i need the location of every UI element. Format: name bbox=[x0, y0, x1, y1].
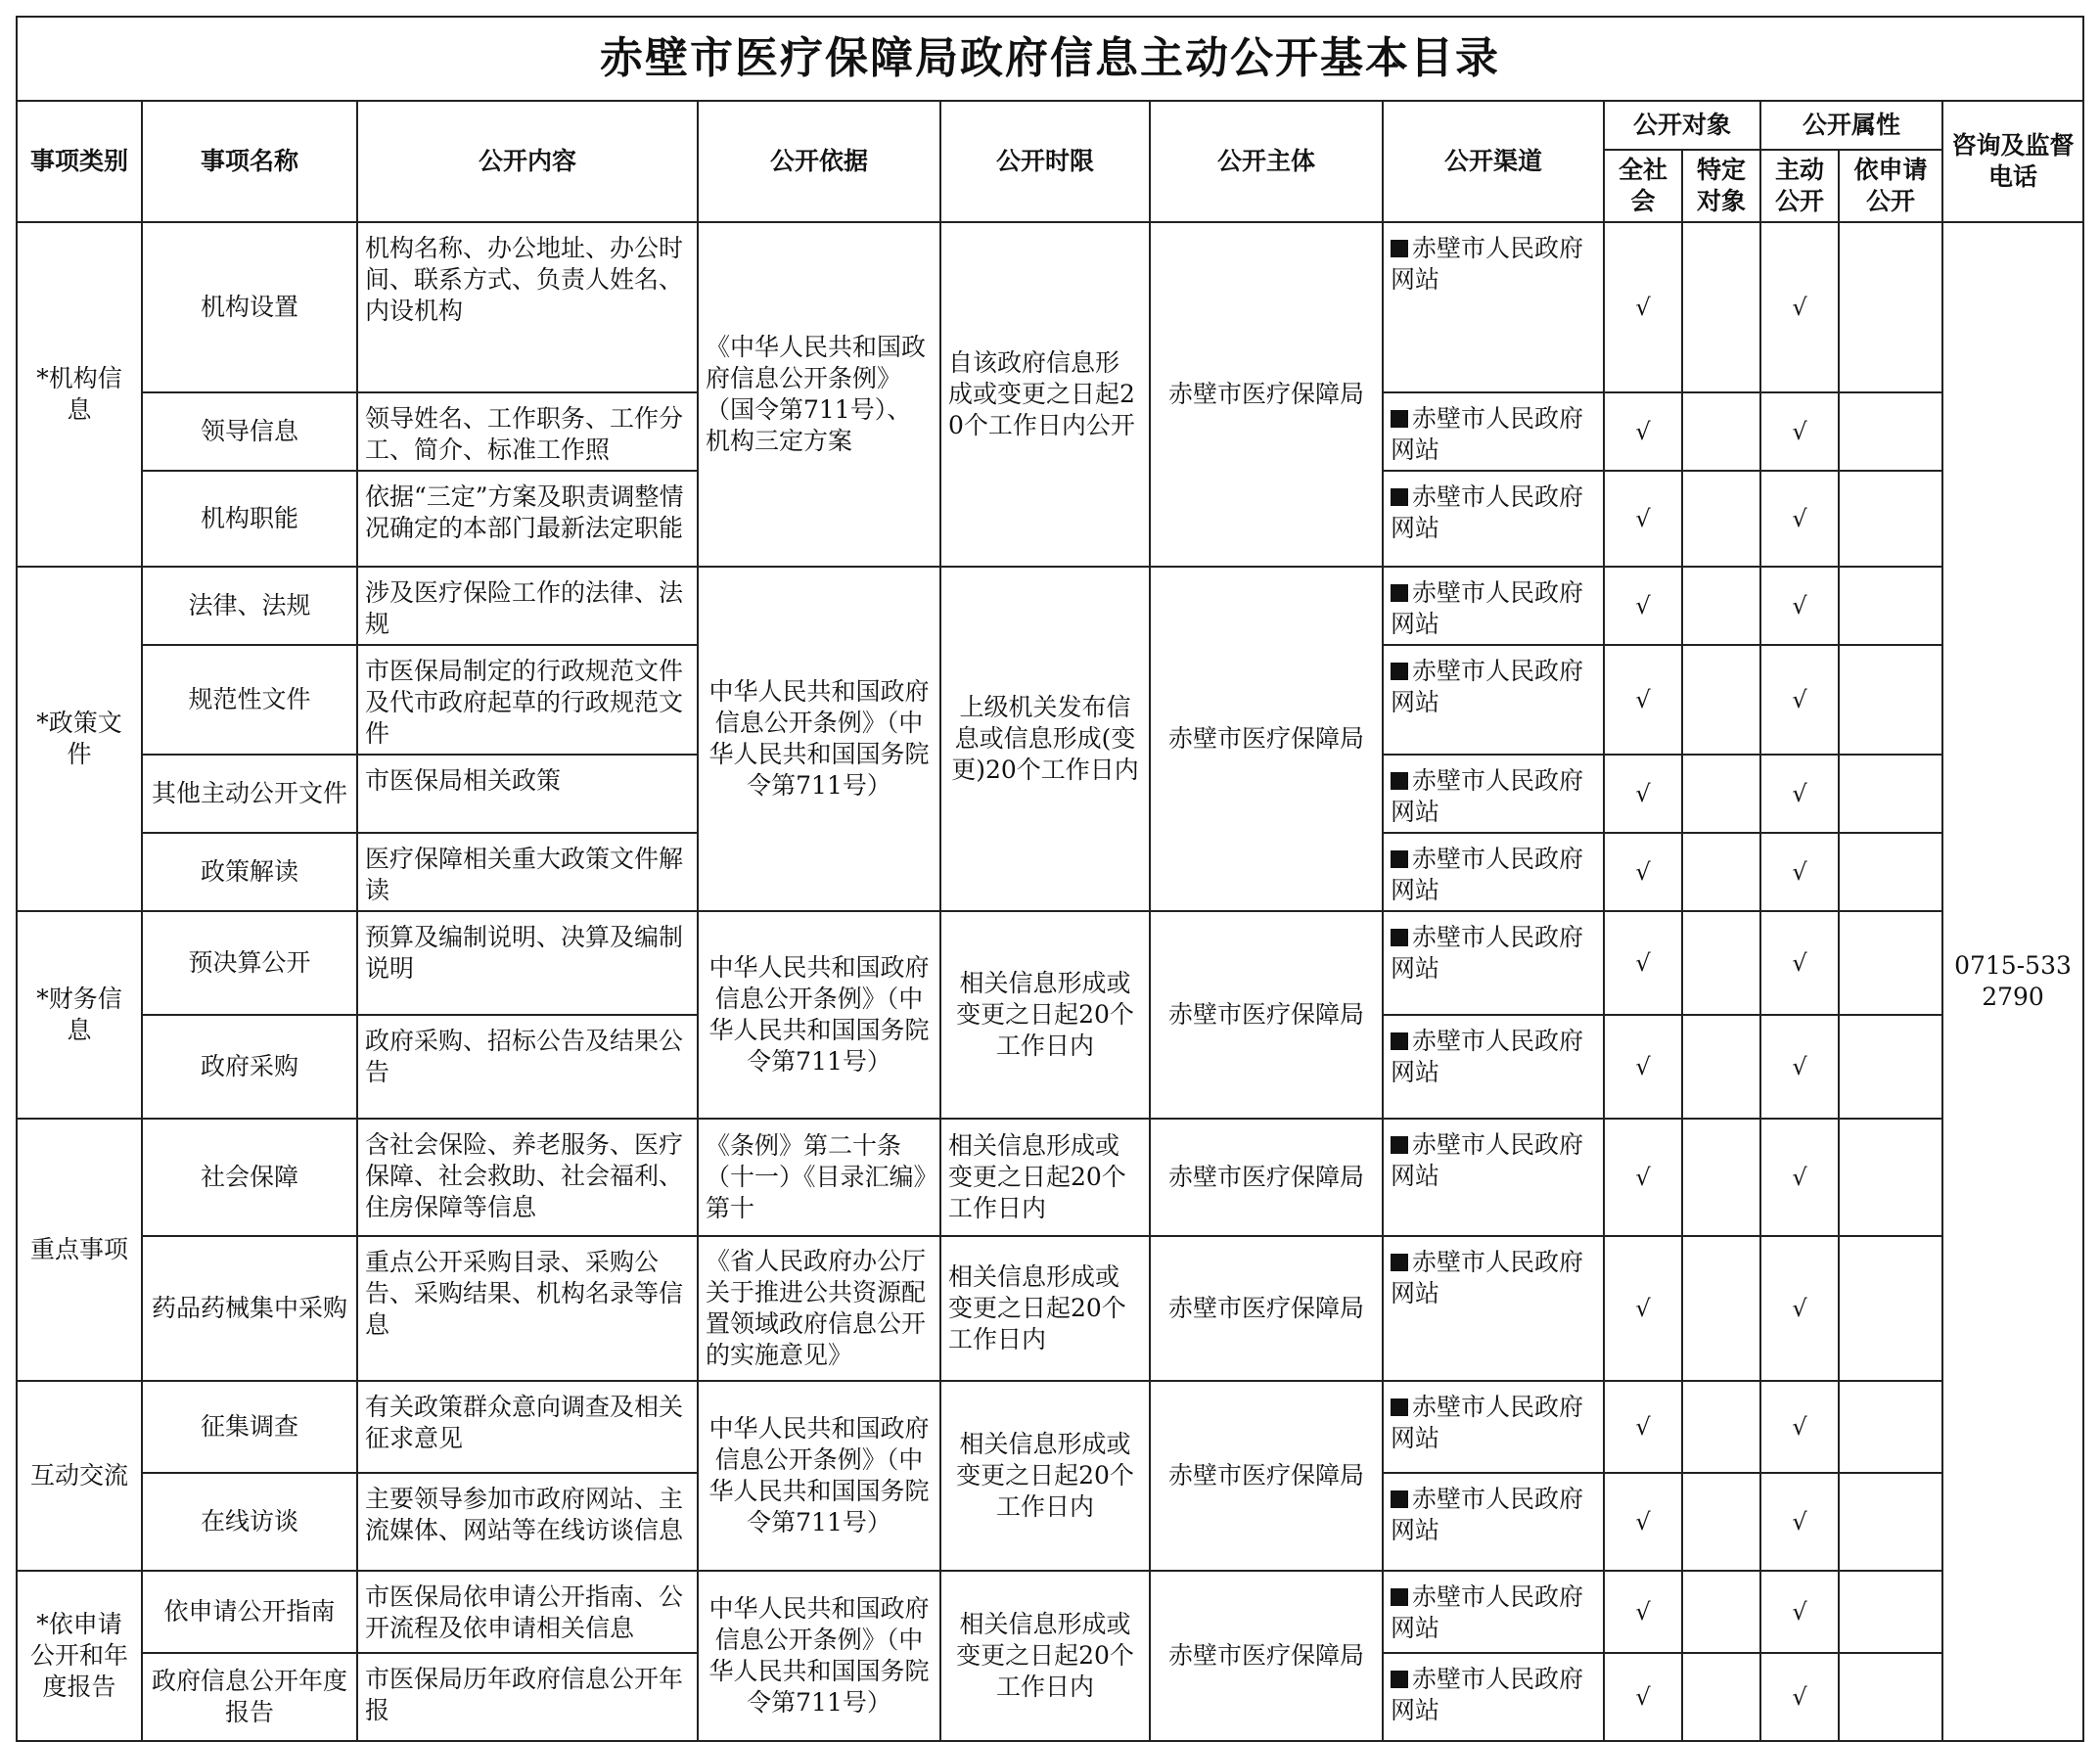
content-cell: 机构名称、办公地址、办公时间、联系方式、负责人姓名、内设机构 bbox=[357, 222, 698, 392]
check-mark-icon: √ bbox=[1760, 911, 1839, 1015]
time-limit-cell: 相关信息形成或变更之日起20个工作日内 bbox=[940, 1381, 1150, 1571]
empty-cell bbox=[1682, 392, 1760, 471]
document-title: 赤壁市医疗保障局政府信息主动公开基本目录 bbox=[17, 17, 2083, 101]
subject-cell: 赤壁市医疗保障局 bbox=[1150, 1571, 1383, 1741]
channel-cell bbox=[1383, 1473, 1604, 1571]
black-square-icon bbox=[1391, 1032, 1408, 1050]
check-mark-icon: √ bbox=[1604, 1381, 1682, 1473]
header-target-group: 公开对象 bbox=[1604, 101, 1760, 150]
black-square-icon bbox=[1391, 1490, 1408, 1508]
time-limit-cell: 相关信息形成或变更之日起20个工作日内 bbox=[940, 1119, 1150, 1236]
time-limit-cell: 相关信息形成或变更之日起20个工作日内 bbox=[940, 1236, 1150, 1381]
channel-text: 赤壁市人民政府网站 bbox=[1391, 923, 1584, 983]
subject-cell: 赤壁市医疗保障局 bbox=[1150, 1119, 1383, 1236]
channel-cell bbox=[1383, 833, 1604, 911]
content-cell: 市医保局相关政策 bbox=[357, 755, 698, 833]
check-mark-icon: √ bbox=[1604, 222, 1682, 392]
channel-text: 赤壁市人民政府网站 bbox=[1391, 404, 1584, 464]
empty-cell bbox=[1839, 1381, 1942, 1473]
black-square-icon bbox=[1391, 1588, 1408, 1606]
empty-cell bbox=[1682, 833, 1760, 911]
header-name: 事项名称 bbox=[142, 101, 357, 222]
item-name-cell: 规范性文件 bbox=[142, 645, 357, 755]
check-mark-icon: √ bbox=[1604, 471, 1682, 567]
check-mark-icon: √ bbox=[1760, 1381, 1839, 1473]
time-limit-cell: 自该政府信息形成或变更之日起20个工作日内公开 bbox=[940, 222, 1150, 567]
basis-cell: 中华人民共和国政府信息公开条例》（中华人民共和国国务院令第711号） bbox=[698, 1381, 940, 1571]
black-square-icon bbox=[1391, 663, 1408, 680]
basis-cell: 中华人民共和国政府信息公开条例》（中华人民共和国国务院令第711号） bbox=[698, 1571, 940, 1741]
header-attr-active: 主动公开 bbox=[1760, 150, 1839, 222]
empty-cell bbox=[1839, 1236, 1942, 1381]
empty-cell bbox=[1839, 1119, 1942, 1236]
content-cell: 市医保局依申请公开指南、公开流程及依申请相关信息 bbox=[357, 1571, 698, 1653]
channel-cell bbox=[1383, 1119, 1604, 1236]
time-limit-cell: 相关信息形成或变更之日起20个工作日内 bbox=[940, 911, 1150, 1119]
subject-cell: 赤壁市医疗保障局 bbox=[1150, 911, 1383, 1119]
empty-cell bbox=[1682, 1381, 1760, 1473]
check-mark-icon: √ bbox=[1604, 755, 1682, 833]
category-cell: *依申请公开和年度报告 bbox=[17, 1571, 142, 1741]
table-row bbox=[17, 1236, 2083, 1381]
empty-cell bbox=[1839, 1473, 1942, 1571]
table-row bbox=[17, 911, 2083, 1015]
item-name-cell: 在线访谈 bbox=[142, 1473, 357, 1571]
channel-text: 赤壁市人民政府网站 bbox=[1391, 1393, 1584, 1452]
category-cell: 互动交流 bbox=[17, 1381, 142, 1571]
item-name-cell: 政府信息公开年度报告 bbox=[142, 1653, 357, 1741]
check-mark-icon: √ bbox=[1760, 1653, 1839, 1741]
black-square-icon bbox=[1391, 1398, 1408, 1416]
content-cell: 含社会保险、养老服务、医疗保障、社会救助、社会福利、住房保障等信息 bbox=[357, 1119, 698, 1236]
empty-cell bbox=[1682, 471, 1760, 567]
empty-cell bbox=[1839, 392, 1942, 471]
empty-cell bbox=[1839, 833, 1942, 911]
check-mark-icon: √ bbox=[1760, 1119, 1839, 1236]
empty-cell bbox=[1682, 755, 1760, 833]
content-cell: 市医保局历年政府信息公开年报 bbox=[357, 1653, 698, 1741]
black-square-icon bbox=[1391, 240, 1408, 257]
channel-cell bbox=[1383, 471, 1604, 567]
table-row bbox=[17, 1571, 2083, 1653]
check-mark-icon: √ bbox=[1760, 392, 1839, 471]
content-cell: 医疗保障相关重大政策文件解读 bbox=[357, 833, 698, 911]
header-target-specific: 特定对象 bbox=[1682, 150, 1760, 222]
header-attr-apply: 依申请公开 bbox=[1839, 150, 1942, 222]
basis-cell: 《中华人民共和国政府信息公开条例》（国令第711号）、机构三定方案 bbox=[698, 222, 940, 567]
channel-text: 赤壁市人民政府网站 bbox=[1391, 1485, 1584, 1544]
empty-cell bbox=[1839, 645, 1942, 755]
table-row bbox=[17, 1381, 2083, 1473]
category-cell: *财务信息 bbox=[17, 911, 142, 1119]
content-cell: 依据“三定”方案及职责调整情况确定的本部门最新法定职能 bbox=[357, 471, 698, 567]
document-page bbox=[16, 16, 2082, 1742]
empty-cell bbox=[1839, 1571, 1942, 1653]
channel-cell bbox=[1383, 911, 1604, 1015]
category-cell: *政策文件 bbox=[17, 567, 142, 911]
channel-text: 赤壁市人民政府网站 bbox=[1391, 766, 1584, 826]
check-mark-icon: √ bbox=[1604, 833, 1682, 911]
empty-cell bbox=[1682, 1119, 1760, 1236]
content-cell: 有关政策群众意向调查及相关征求意见 bbox=[357, 1381, 698, 1473]
check-mark-icon: √ bbox=[1604, 1236, 1682, 1381]
channel-text: 赤壁市人民政府网站 bbox=[1391, 1130, 1584, 1190]
header-content: 公开内容 bbox=[357, 101, 698, 222]
check-mark-icon: √ bbox=[1760, 755, 1839, 833]
channel-cell bbox=[1383, 222, 1604, 392]
header-basis: 公开依据 bbox=[698, 101, 940, 222]
check-mark-icon: √ bbox=[1604, 1653, 1682, 1741]
black-square-icon bbox=[1391, 1254, 1408, 1271]
content-cell: 主要领导参加市政府网站、主流媒体、网站等在线访谈信息 bbox=[357, 1473, 698, 1571]
black-square-icon bbox=[1391, 929, 1408, 946]
channel-cell bbox=[1383, 1015, 1604, 1119]
check-mark-icon: √ bbox=[1760, 833, 1839, 911]
check-mark-icon: √ bbox=[1604, 1473, 1682, 1571]
item-name-cell: 政府采购 bbox=[142, 1015, 357, 1119]
black-square-icon bbox=[1391, 584, 1408, 602]
channel-cell bbox=[1383, 755, 1604, 833]
check-mark-icon: √ bbox=[1760, 645, 1839, 755]
item-name-cell: 领导信息 bbox=[142, 392, 357, 471]
header-category: 事项类别 bbox=[17, 101, 142, 222]
empty-cell bbox=[1839, 471, 1942, 567]
basis-cell: 《条例》第二十条（十一）《目录汇编》第十 bbox=[698, 1119, 940, 1236]
header-channel: 公开渠道 bbox=[1383, 101, 1604, 222]
content-cell: 预算及编制说明、决算及编制说明 bbox=[357, 911, 698, 1015]
black-square-icon bbox=[1391, 1136, 1408, 1154]
check-mark-icon: √ bbox=[1760, 1236, 1839, 1381]
subject-cell: 赤壁市医疗保障局 bbox=[1150, 567, 1383, 911]
check-mark-icon: √ bbox=[1760, 1473, 1839, 1571]
black-square-icon bbox=[1391, 1671, 1408, 1688]
content-cell: 市医保局制定的行政规范文件及代市政府起草的行政规范文件 bbox=[357, 645, 698, 755]
item-name-cell: 其他主动公开文件 bbox=[142, 755, 357, 833]
check-mark-icon: √ bbox=[1760, 1571, 1839, 1653]
empty-cell bbox=[1839, 222, 1942, 392]
empty-cell bbox=[1839, 755, 1942, 833]
empty-cell bbox=[1682, 911, 1760, 1015]
channel-text: 赤壁市人民政府网站 bbox=[1391, 845, 1584, 904]
channel-cell bbox=[1383, 392, 1604, 471]
item-name-cell: 机构设置 bbox=[142, 222, 357, 392]
content-cell: 重点公开采购目录、采购公告、采购结果、机构名录等信息 bbox=[357, 1236, 698, 1381]
check-mark-icon: √ bbox=[1604, 1119, 1682, 1236]
catalog-table bbox=[16, 16, 2084, 1742]
empty-cell bbox=[1682, 567, 1760, 645]
channel-cell bbox=[1383, 1571, 1604, 1653]
basis-cell: 中华人民共和国政府信息公开条例》（中华人民共和国国务院令第711号） bbox=[698, 567, 940, 911]
header-attr-group: 公开属性 bbox=[1760, 101, 1942, 150]
channel-text: 赤壁市人民政府网站 bbox=[1391, 234, 1584, 294]
table-row bbox=[17, 1119, 2083, 1236]
phone-cell: 0715-5332790 bbox=[1942, 222, 2083, 1741]
check-mark-icon: √ bbox=[1760, 1015, 1839, 1119]
check-mark-icon: √ bbox=[1760, 567, 1839, 645]
table-row bbox=[17, 567, 2083, 645]
item-name-cell: 社会保障 bbox=[142, 1119, 357, 1236]
basis-cell: 《省人民政府办公厅关于推进公共资源配置领域政府信息公开的实施意见》 bbox=[698, 1236, 940, 1381]
content-cell: 涉及医疗保险工作的法律、法规 bbox=[357, 567, 698, 645]
empty-cell bbox=[1682, 1571, 1760, 1653]
header-phone: 咨询及监督电话 bbox=[1942, 101, 2083, 222]
time-limit-cell: 相关信息形成或变更之日起20个工作日内 bbox=[940, 1571, 1150, 1741]
item-name-cell: 机构职能 bbox=[142, 471, 357, 567]
empty-cell bbox=[1682, 645, 1760, 755]
channel-text: 赤壁市人民政府网站 bbox=[1391, 657, 1584, 716]
check-mark-icon: √ bbox=[1604, 911, 1682, 1015]
header-target-all: 全社会 bbox=[1604, 150, 1682, 222]
channel-cell bbox=[1383, 567, 1604, 645]
item-name-cell: 法律、法规 bbox=[142, 567, 357, 645]
time-limit-cell: 上级机关发布信息或信息形成(变更)20个工作日内 bbox=[940, 567, 1150, 911]
item-name-cell: 依申请公开指南 bbox=[142, 1571, 357, 1653]
check-mark-icon: √ bbox=[1604, 645, 1682, 755]
empty-cell bbox=[1682, 1473, 1760, 1571]
item-name-cell: 预决算公开 bbox=[142, 911, 357, 1015]
channel-cell bbox=[1383, 645, 1604, 755]
header-subject: 公开主体 bbox=[1150, 101, 1383, 222]
empty-cell bbox=[1682, 222, 1760, 392]
basis-cell: 中华人民共和国政府信息公开条例》（中华人民共和国国务院令第711号） bbox=[698, 911, 940, 1119]
channel-cell bbox=[1383, 1653, 1604, 1741]
category-cell: 重点事项 bbox=[17, 1119, 142, 1381]
check-mark-icon: √ bbox=[1604, 1015, 1682, 1119]
empty-cell bbox=[1839, 567, 1942, 645]
item-name-cell: 征集调查 bbox=[142, 1381, 357, 1473]
empty-cell bbox=[1839, 911, 1942, 1015]
category-cell: *机构信息 bbox=[17, 222, 142, 567]
black-square-icon bbox=[1391, 410, 1408, 428]
channel-text: 赤壁市人民政府网站 bbox=[1391, 1665, 1584, 1724]
empty-cell bbox=[1682, 1015, 1760, 1119]
channel-text: 赤壁市人民政府网站 bbox=[1391, 1248, 1584, 1307]
black-square-icon bbox=[1391, 772, 1408, 790]
channel-cell bbox=[1383, 1236, 1604, 1381]
black-square-icon bbox=[1391, 850, 1408, 868]
item-name-cell: 药品药械集中采购 bbox=[142, 1236, 357, 1381]
subject-cell: 赤壁市医疗保障局 bbox=[1150, 1236, 1383, 1381]
channel-text: 赤壁市人民政府网站 bbox=[1391, 578, 1584, 638]
check-mark-icon: √ bbox=[1760, 222, 1839, 392]
channel-cell bbox=[1383, 1381, 1604, 1473]
subject-cell: 赤壁市医疗保障局 bbox=[1150, 222, 1383, 567]
subject-cell: 赤壁市医疗保障局 bbox=[1150, 1381, 1383, 1571]
channel-text: 赤壁市人民政府网站 bbox=[1391, 482, 1584, 542]
check-mark-icon: √ bbox=[1604, 1571, 1682, 1653]
check-mark-icon: √ bbox=[1604, 567, 1682, 645]
empty-cell bbox=[1682, 1236, 1760, 1381]
black-square-icon bbox=[1391, 488, 1408, 506]
check-mark-icon: √ bbox=[1604, 392, 1682, 471]
content-cell: 政府采购、招标公告及结果公告 bbox=[357, 1015, 698, 1119]
channel-text: 赤壁市人民政府网站 bbox=[1391, 1582, 1584, 1642]
check-mark-icon: √ bbox=[1760, 471, 1839, 567]
empty-cell bbox=[1839, 1015, 1942, 1119]
table-row bbox=[17, 222, 2083, 392]
empty-cell bbox=[1682, 1653, 1760, 1741]
header-time-limit: 公开时限 bbox=[940, 101, 1150, 222]
channel-text: 赤壁市人民政府网站 bbox=[1391, 1027, 1584, 1086]
item-name-cell: 政策解读 bbox=[142, 833, 357, 911]
empty-cell bbox=[1839, 1653, 1942, 1741]
content-cell: 领导姓名、工作职务、工作分工、简介、标准工作照 bbox=[357, 392, 698, 471]
